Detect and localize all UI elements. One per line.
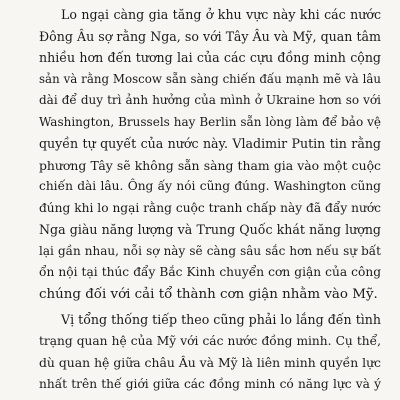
text-line: Vị tổng thống tiếp theo cũng phải lo lắng đến tình: [61, 312, 381, 327]
text-line: trạng quan hệ của Mỹ với các nước đồng minh. Cụ thể,: [39, 333, 381, 348]
text-line: dù quan hệ giữa châu Âu và Mỹ là liên minh quyền lực: [39, 355, 381, 370]
text-line: dài để duy trì ảnh hưởng của mình ở Ukraine hơn so với: [39, 93, 381, 107]
text-line: quyền tự quyết của nước này. Vladimir Putin tin rằng: [39, 136, 381, 151]
text-line: sản và rằng Moscow sẵn sàng chiến đấu mạnh mẽ và lâu: [39, 71, 381, 86]
text-line: Lo ngại càng gia tăng ở khu vực này khi các nước: [61, 7, 381, 22]
paragraph-1: [39, 4, 381, 305]
text-line: ổn nội tại thúc đẩy Bắc Kinh chuyển cơn giận của công: [39, 265, 381, 279]
text-line: nhất trên thế giới giữa các đồng minh có năng lực và ý: [39, 376, 381, 391]
text-line: nhiều hơn đến tương lai của các cựu đồng minh cộng: [39, 50, 381, 65]
text-line: phương Tây sẽ không sẵn sàng tham gia vào một cuộc: [39, 157, 381, 173]
text-line: Nga giàu năng lượng và Trung Quốc khát năng lượng: [39, 222, 381, 237]
text-line: chiến dài lâu. Ông ấy nói cũng đúng. Washington cũng: [39, 179, 381, 193]
body-text: [39, 4, 381, 395]
text-line: lại gần nhau, nỗi sợ này sẽ càng sâu sắc hơn nếu sự bất: [39, 243, 381, 258]
paragraph-2: [39, 309, 381, 395]
text-line: chúng đối với cải tổ thành cơn giận nhằm vào Mỹ.: [39, 286, 378, 302]
text-line: đúng khi lo ngại rằng cuộc tranh chấp này đã đẩy nước: [39, 200, 381, 215]
text-line: Washington, Brussels hay Berlin sẵn lòng làm để bảo vệ: [39, 114, 381, 129]
text-line: Đông Âu sợ rằng Nga, so với Tây Âu và Mỹ, quan tâm: [39, 28, 381, 44]
